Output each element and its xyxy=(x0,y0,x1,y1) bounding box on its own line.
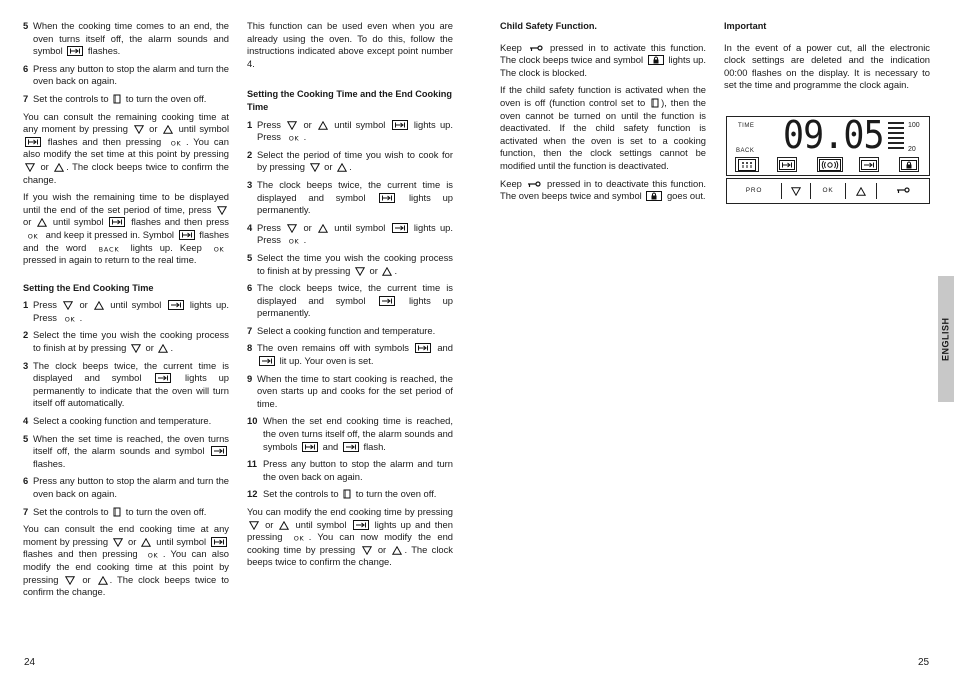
step-4-end: 4 Select a cooking function and temperature. xyxy=(23,415,212,427)
end-time-icon xyxy=(259,356,275,366)
down-triangle-icon xyxy=(134,125,144,134)
alarm-indicator xyxy=(817,157,843,172)
down-triangle-icon xyxy=(113,538,123,547)
important-paragraph: In the event of a power cut, all the electronic clock settings are deleted and the indication 00:00 flashes on the display. It is necessary to set the time and programme the clock again. xyxy=(724,41,930,91)
down-triangle-icon xyxy=(131,344,141,353)
down-triangle-icon xyxy=(287,121,297,130)
up-triangle-icon xyxy=(158,344,168,353)
child-off-paragraph: If the child safety function is activated when the oven is off (function control set to ), then the oven cannot be turned on until the function is deactivated. If the child safety function is activated when the oven is set to a cooking function, then the clock settings cannot be modified until the function is deactivated. xyxy=(500,84,707,171)
off-position-icon xyxy=(343,489,351,499)
step-7-duration: 7 Set the controls to to turn the oven off. xyxy=(23,92,207,104)
cooking-duration-icon xyxy=(67,46,83,56)
down-triangle-icon xyxy=(249,521,259,530)
end-time-icon xyxy=(168,300,184,310)
ok-icon xyxy=(286,134,302,142)
heading-end-cooking-time: Setting the End Cooking Time xyxy=(23,282,154,293)
down-triangle-icon xyxy=(63,301,73,310)
display-back-label: BACK xyxy=(736,148,755,154)
modify-end-paragraph: You can modify the end cooking time by pressing or until symbol lights up and then pressing . You can now modify the end cooking time by pressing or . The clock beeps twice to confirm the change. xyxy=(247,506,454,568)
step-5-both: 5 Select the time you wish the cooking process to finish at by pressing or . xyxy=(247,251,453,276)
step-1-both: 1 Press or until symbol lights up. Press . xyxy=(247,118,453,143)
off-position-icon xyxy=(113,507,121,517)
child-deactivate-paragraph: Keep pressed in to deactivate this function. The oven beeps twice and symbol goes out. xyxy=(500,177,707,202)
page-number-right: 25 xyxy=(918,657,930,668)
step-6-end: 6 Press any button to stop the alarm and turn the oven back on again. xyxy=(23,475,229,499)
up-triangle-icon xyxy=(54,163,64,172)
up-triangle-icon xyxy=(279,521,289,530)
up-triangle-icon xyxy=(318,121,328,130)
key-icon xyxy=(896,187,910,195)
step-2-end: 2 Select the time you wish the cooking process to finish at by pressing or . xyxy=(23,329,229,354)
down-triangle-icon xyxy=(355,267,365,276)
heading-child-safety: Child Safety Function. xyxy=(500,21,597,31)
scale-top-label: 100 xyxy=(908,122,920,129)
step-6-duration: 6 Press any button to stop the alarm and turn the oven back on again. xyxy=(23,62,229,87)
heading-both-times: Setting the Cooking Time and the End Cooking Time xyxy=(247,89,453,112)
page-number-left: 24 xyxy=(24,657,36,668)
key-icon xyxy=(527,181,541,189)
step-8-both: 8 The oven remains off with symbols and lit up. Your oven is set. xyxy=(247,342,453,367)
cooking-duration-icon xyxy=(25,137,41,147)
end-time-icon xyxy=(379,296,395,306)
step-7-both: 7 Select a cooking function and temperature. xyxy=(247,324,436,336)
ok-icon xyxy=(62,315,78,323)
ok-button[interactable]: OK xyxy=(811,183,846,199)
cooking-duration-icon xyxy=(179,230,195,240)
ok-icon xyxy=(291,534,307,542)
end-time-icon xyxy=(211,446,227,456)
ok-icon xyxy=(145,551,161,559)
down-triangle-icon xyxy=(287,224,297,233)
child-activate-paragraph: Keep pressed in to activate this function. The clock beeps twice and symbol lights up. The clock is blocked. xyxy=(500,41,707,78)
end-time-icon xyxy=(155,373,171,383)
ok-icon xyxy=(168,139,184,147)
step-number: 5 xyxy=(23,20,29,31)
cooking-duration-icon xyxy=(302,442,318,452)
fan-indicator xyxy=(735,157,759,172)
up-triangle-icon xyxy=(856,187,866,196)
down-triangle-icon xyxy=(791,187,801,196)
end-time-icon xyxy=(392,223,408,233)
cooking-duration-icon xyxy=(779,160,795,170)
step-4-both: 4 Press or until symbol lights up. Press . xyxy=(247,221,453,246)
lock-icon xyxy=(646,191,662,201)
step-12-both: 12 Set the controls to to turn the oven off. xyxy=(247,488,437,500)
clock-button-row xyxy=(726,178,930,204)
down-triangle-icon xyxy=(25,163,35,172)
end-time-icon xyxy=(861,160,877,170)
key-button[interactable] xyxy=(877,183,929,199)
duration-indicator xyxy=(777,157,797,172)
alarm-icon xyxy=(819,159,841,171)
ok-icon xyxy=(211,245,227,253)
step-11-both: 11 Press any button to stop the alarm and turn the oven back on again. xyxy=(247,458,453,482)
end-time-indicator xyxy=(859,157,879,172)
left-column-1 xyxy=(23,20,229,604)
step-2-both: 2 Select the period of time you wish to cook for by pressing or . xyxy=(247,148,453,173)
step-7-end: 7 Set the controls to to turn the oven off. xyxy=(23,505,207,517)
cooking-duration-icon xyxy=(379,193,395,203)
up-triangle-icon xyxy=(98,576,108,585)
left-column-2 xyxy=(247,20,453,574)
cooking-duration-icon xyxy=(109,217,125,227)
step-5-duration: 5 When the cooking time comes to an end, the oven turns itself off, the alarm sounds and symbol flashes. xyxy=(23,20,229,57)
step-1-end: 1 Press or until symbol lights up. Press . xyxy=(23,299,229,323)
up-triangle-icon xyxy=(392,546,402,555)
down-button[interactable] xyxy=(782,183,811,199)
off-position-icon xyxy=(113,94,121,104)
consult-end-paragraph: You can consult the end cooking time at any moment by pressing or until symbol flashes and then pressing . You can also modify the end cooking time at this point by pressing or . The clock beeps twice to confirm the change. xyxy=(23,523,230,598)
fan-icon xyxy=(738,159,756,171)
intro-paragraph: This function can be used even when you are already using the oven. To do this, follow the instructions indicated above except point number 4. xyxy=(247,20,453,69)
language-tab: ENGLISH xyxy=(938,276,954,402)
right-column-1 xyxy=(500,20,706,208)
key-icon xyxy=(529,45,543,53)
cooking-duration-icon xyxy=(211,537,227,547)
up-button[interactable] xyxy=(846,183,877,199)
ok-icon xyxy=(25,232,41,240)
up-triangle-icon xyxy=(94,301,104,310)
display-time-value: 09.05 xyxy=(783,113,884,157)
up-triangle-icon xyxy=(163,125,173,134)
ok-icon xyxy=(286,237,302,245)
heading-important: Important xyxy=(724,21,767,31)
end-time-icon xyxy=(343,442,359,452)
back-icon xyxy=(96,245,122,253)
down-triangle-icon xyxy=(65,576,75,585)
down-triangle-icon xyxy=(310,163,320,172)
down-triangle-icon xyxy=(217,206,227,215)
up-triangle-icon xyxy=(141,538,151,547)
up-triangle-icon xyxy=(382,267,392,276)
step-9-both: 9 When the time to start cooking is reached, the oven starts up and cooks for the set period of time. xyxy=(247,372,453,409)
off-position-icon xyxy=(651,98,659,108)
up-triangle-icon xyxy=(337,163,347,172)
temperature-bars xyxy=(888,122,904,152)
display-time-label: TIME xyxy=(738,123,755,129)
lock-icon xyxy=(648,55,664,65)
up-triangle-icon xyxy=(318,224,328,233)
lock-indicator xyxy=(899,157,919,172)
step-3-end: 3 The clock beeps twice, the current time is displayed and symbol lights up permanently to indicate that the oven will turn itself off automatically. xyxy=(23,359,229,409)
cooking-duration-icon xyxy=(392,120,408,130)
right-column-2 xyxy=(724,20,930,97)
step-3-both: 3 The clock beeps twice, the current time is displayed and symbol lights up permanently. xyxy=(247,178,453,216)
lock-icon xyxy=(901,160,917,170)
pro-button[interactable]: PRO xyxy=(727,183,782,199)
up-triangle-icon xyxy=(37,218,47,227)
scale-bottom-label: 20 xyxy=(908,146,916,153)
step-5-end: 5 When the set time is reached, the oven turns itself off, the alarm sounds and symbol flashes. xyxy=(23,432,229,469)
cooking-duration-icon xyxy=(415,343,431,353)
consult-remaining-paragraph: You can consult the remaining cooking time at any moment by pressing or until symbol flashes and then pressing . You can also modify the set time at this point by pressing or . The clock beeps twice to confirm the change. xyxy=(23,110,230,185)
remaining-until-end-paragraph: If you wish the remaining time to be displayed until the end of the set period of time, press or until symbol flashes and then press and keep it pressed in. Symbol flashes and the word lights up. Keep pressed in again to return to the real time. xyxy=(23,191,229,266)
clock-display-panel xyxy=(726,113,930,176)
down-triangle-icon xyxy=(362,546,372,555)
end-time-icon xyxy=(353,520,369,530)
step-10-both: 10 When the set end cooking time is reached, the oven turns itself off, the alarm sounds and symbols and flash. xyxy=(247,415,453,452)
step-6-both: 6 The clock beeps twice, the current time is displayed and symbol lights up permanently. xyxy=(247,282,453,319)
